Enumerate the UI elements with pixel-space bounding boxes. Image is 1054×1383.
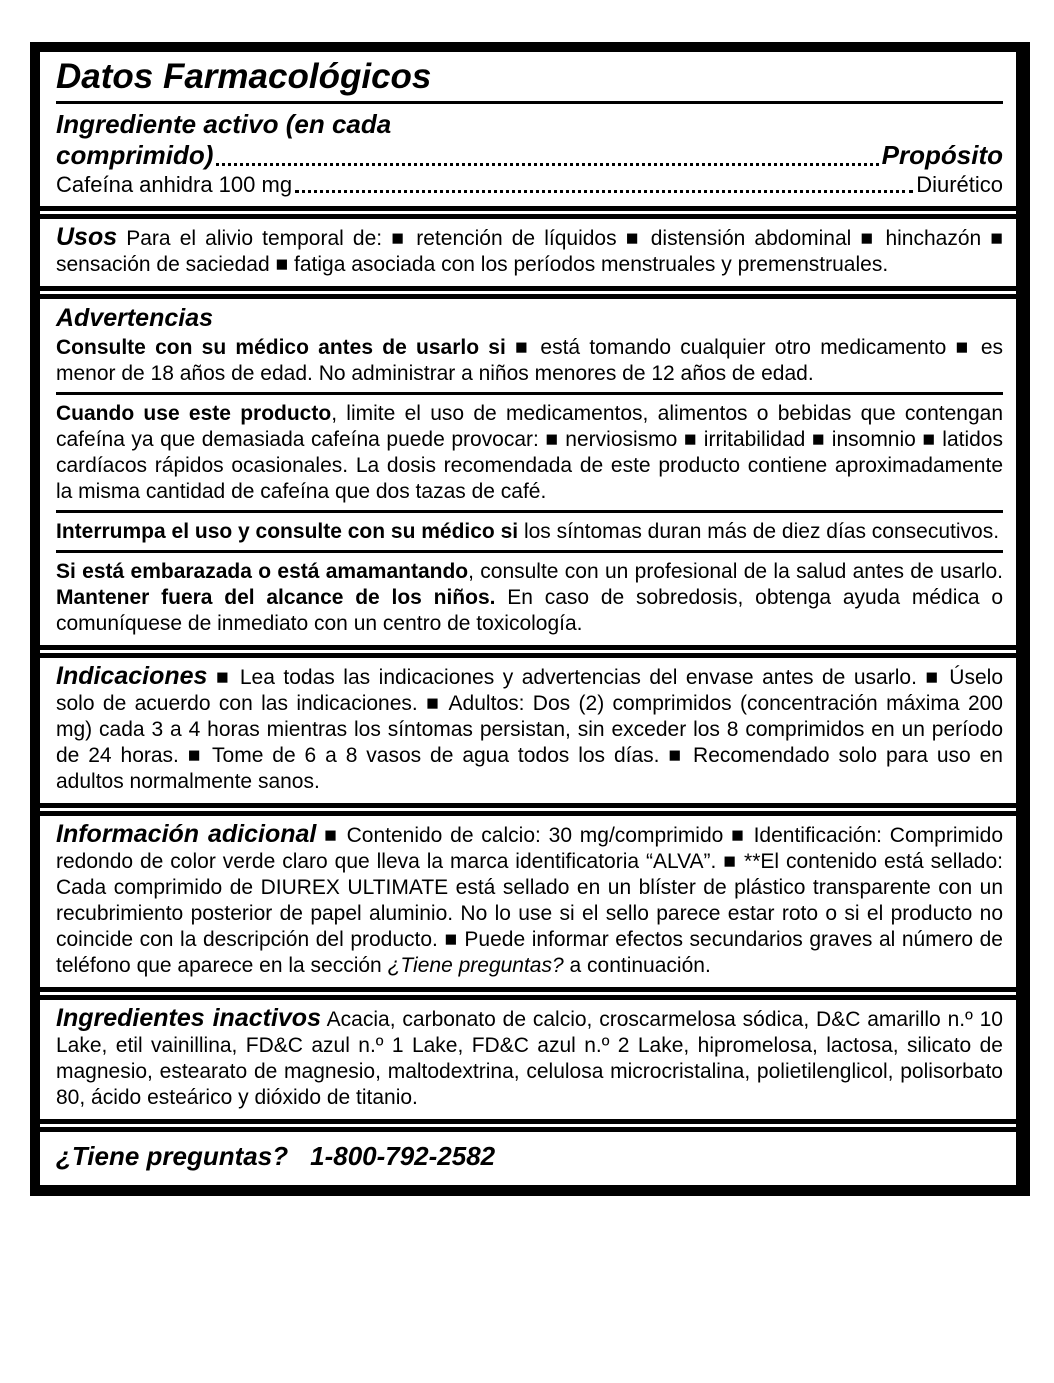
warnings-heading: Advertencias (56, 304, 214, 332)
ingredient-name: Cafeína anhidra 100 mg (56, 172, 293, 197)
questions-row (56, 1137, 1003, 1177)
purpose-heading: Propósito (881, 140, 1003, 170)
section-inactive-ingredients (40, 995, 1016, 1124)
dot-leader (216, 163, 878, 166)
warnings-paragraph-stop-use: Interrumpa el uso y consulte con su médico si los síntomas duran más de diez días consecutivos. (56, 520, 1000, 543)
questions-label: ¿Tiene preguntas? (56, 1141, 289, 1171)
warnings-paragraph-pregnancy: Si está embarazada o está amamantando, consulte con un profesional de la salud antes de usarlo. Mantener fuera del alcance de los niños. En caso de sobredosis, obtenga ayuda médica o comuníquese de inmediato con un centro de toxicología. (56, 560, 1003, 635)
active-ingredient-purpose-row (56, 140, 1003, 171)
drug-facts-label (30, 42, 1030, 1196)
warnings-rule-1 (56, 392, 1003, 395)
additional-info-paragraph: Información adicional ■ Contenido de calcio: 30 mg/comprimido ■ Identificación: Comprimido redondo de color verde claro que lleva la marca identificatoria “ALVA”. ■ **El contenido está sellado: Cada comprimido de DIUREX ULTIMATE está sellado en un blíster de plástico transparente con un recubrimiento posterior de papel aluminio. No lo use si el sello parece estar roto o si el producto no coincide con la descripción del producto. ■ Puede informar efectos secundarios graves al número de teléfono que aparece en la sección ¿Tiene preguntas? a continuación. (56, 820, 1003, 977)
section-header (40, 52, 1016, 211)
warnings-rule-2 (56, 510, 1003, 513)
active-ingredient-heading-line2: comprimido) (56, 140, 214, 170)
section-questions (40, 1127, 1016, 1185)
directions-paragraph: Indicaciones ■ Lea todas las indicaciones y advertencias del envase antes de usarlo. ■ Úselo solo de acuerdo con las indicaciones. ■ Adultos: Dos (2) comprimidos (concentración máxima 200 mg) cada 3 a 4 horas mientras los síntomas persistan, sin exceder los 8 comprimidos en un período de 24 horas. ■ Tome de 6 a 8 vasos de agua todos los días. ■ Recomendado solo para uso en adultos normalmente sanos. (56, 662, 1003, 793)
section-directions (40, 653, 1016, 808)
warnings-paragraph-consult: Consulte con su médico antes de usarlo si ■ está tomando cualquier otro medicamento ■ es menor de 18 años de edad. No administrar a niños menores de 12 años de edad. (56, 336, 1004, 385)
uses-paragraph: Usos Para el alivio temporal de: ■ retención de líquidos ■ distensión abdominal ■ hinchazón ■ sensación de saciedad ■ fatiga asociada con los períodos menstruales y premenstruales. (56, 223, 1003, 276)
active-ingredient-heading-line1: Ingrediente activo (en cada (56, 109, 392, 139)
ingredient-row (56, 171, 1003, 198)
section-warnings (40, 294, 1016, 650)
section-additional-info (40, 811, 1016, 992)
dot-leader (295, 190, 913, 193)
questions-phone: 1-800-792-2582 (310, 1141, 496, 1171)
title-rule (56, 101, 1003, 104)
warnings-rule-3 (56, 550, 1003, 553)
section-uses (40, 214, 1016, 291)
page-title: Datos Farmacológicos (56, 57, 432, 96)
purpose-value: Diurético (916, 172, 1003, 197)
inactive-ingredients-paragraph: Ingredientes inactivos Acacia, carbonato de calcio, croscarmelosa sódica, D&C amarillo n.º 10 Lake, etil vainillina, FD&C azul n.º 1 Lake, FD&C azul n.º 2 Lake, hipromelosa, lactosa, silicato de magnesio, estearato de magnesio, maltodextrina, celulosa microcristalina, polietilenglicol, polisorbato 80, ácido esteárico y dióxido de titanio. (56, 1004, 1003, 1109)
warnings-paragraph-when-using: Cuando use este producto, limite el uso de medicamentos, alimentos o bebidas que contengan cafeína ya que demasiada cafeína puede provocar: ■ nerviosismo ■ irritabilidad ■ insomnio ■ latidos cardíacos rápidos ocasionales. La dosis recomendada de este producto contiene aproximadamente la misma cantidad de cafeína que dos tazas de café. (56, 402, 1003, 503)
